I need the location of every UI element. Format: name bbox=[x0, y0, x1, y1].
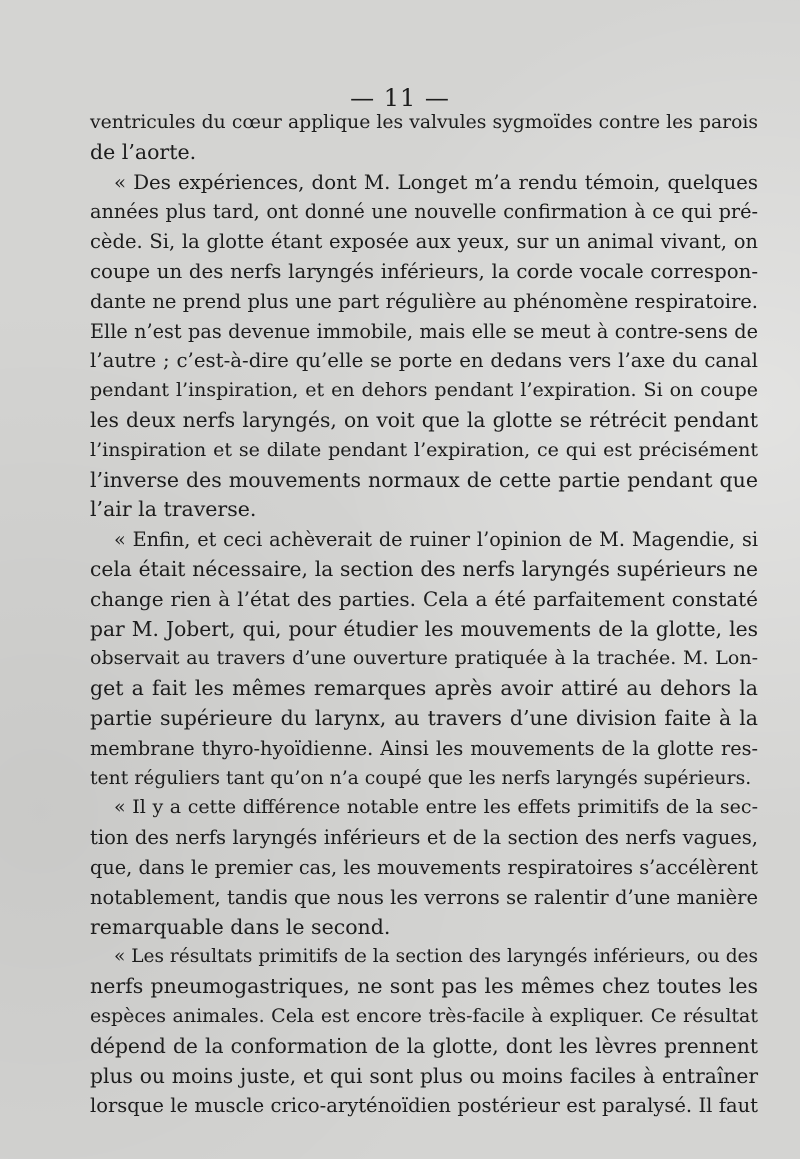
text-line: remarquable dans le second. bbox=[90, 914, 391, 939]
text-line: get a fait les mêmes remarques après avoir attiré au dehors la bbox=[90, 676, 758, 701]
text-line: par M. Jobert, qui, pour étudier les mouvements de la glotte, les bbox=[90, 616, 758, 641]
text-line: de l’aorte. bbox=[90, 139, 197, 164]
text-line: « Les résultats primitifs de la section des laryngés inférieurs, ou des bbox=[114, 946, 758, 968]
text-line: que, dans le premier cas, les mouvements respiratoires s’accélèrent bbox=[90, 855, 758, 879]
text-line: pendant l’inspiration, et en dehors pendant l’expiration. Si on coupe bbox=[90, 379, 758, 402]
text-line: l’inverse des mouvements normaux de cette partie pendant que bbox=[90, 467, 758, 492]
text-line: ventricules du cœur applique les valvules sygmoïdes contre les parois bbox=[90, 112, 758, 133]
text-line: observait au travers d’une ouverture pratiquée à la trachée. M. Lon- bbox=[90, 647, 758, 670]
text-line: tent réguliers tant qu’on n’a coupé que les nerfs laryngés supérieurs. bbox=[90, 767, 752, 789]
text-line: cède. Si, la glotte étant exposée aux yeux, sur un animal vivant, on bbox=[90, 230, 758, 254]
text-line: lorsque le muscle crico-aryténoïdien postérieur est paralysé. Il faut bbox=[90, 1094, 758, 1118]
text-line: change rien à l’état des parties. Cela a été parfaitement constaté bbox=[90, 586, 758, 611]
text-line: Elle n’est pas devenue immobile, mais elle se meut à contre-sens de bbox=[90, 319, 758, 343]
text-line: notablement, tandis que nous les verrons se ralentir d’une manière bbox=[90, 885, 758, 909]
text-line: dante ne prend plus une part régulière au phénomène respiratoire. bbox=[90, 289, 758, 313]
text-line: années plus tard, ont donné une nouvelle confirmation à ce qui pré- bbox=[90, 200, 758, 224]
text-line: les deux nerfs laryngés, on voit que la glotte se rétrécit pendant bbox=[90, 407, 758, 432]
page-number: — 11 — bbox=[350, 84, 450, 112]
body-text bbox=[90, 108, 758, 1121]
text-line: « Enfin, et ceci achèverait de ruiner l’opinion de M. Magendie, si bbox=[114, 528, 758, 552]
text-line: l’inspiration et se dilate pendant l’expiration, ce qui est précisément bbox=[90, 438, 758, 461]
text-line: l’air la traverse. bbox=[90, 497, 257, 522]
text-line: tion des nerfs laryngés inférieurs et de la section des nerfs vagues, bbox=[90, 826, 758, 850]
text-line: « Des expériences, dont M. Longet m’a rendu témoin, quelques bbox=[114, 170, 758, 194]
text-line: l’autre ; c’est-à-dire qu’elle se porte en dedans vers l’axe du canal bbox=[90, 349, 758, 373]
text-line: nerfs pneumogastriques, ne sont pas les mêmes chez toutes les bbox=[90, 974, 758, 999]
text-line: partie supérieure du larynx, au travers d’une division faite à la bbox=[90, 705, 758, 730]
text-line: coupe un des nerfs laryngés inférieurs, la corde vocale correspon- bbox=[90, 259, 758, 283]
text-line: membrane thyro-hyoïdienne. Ainsi les mouvements de la glotte res- bbox=[90, 736, 758, 760]
text-line: plus ou moins juste, et qui sont plus ou moins faciles à entraîner bbox=[90, 1063, 758, 1088]
text-line: cela était nécessaire, la section des nerfs laryngés supérieurs ne bbox=[90, 556, 758, 581]
text-line: dépend de la conformation de la glotte, dont les lèvres prennent bbox=[90, 1033, 758, 1058]
text-line: « Il y a cette différence notable entre les effets primitifs de la sec- bbox=[114, 796, 758, 819]
text-line: espèces animales. Cela est encore très-facile à expliquer. Ce résultat bbox=[90, 1004, 758, 1027]
